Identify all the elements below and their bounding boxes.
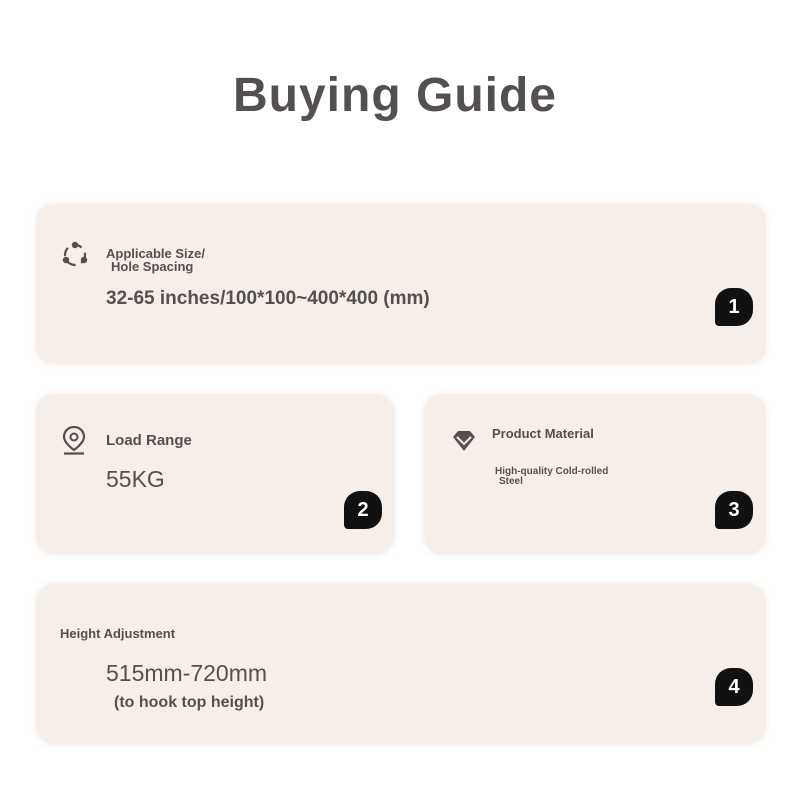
- card-label: Load Range: [106, 432, 192, 449]
- location-pin-icon: [61, 425, 87, 460]
- card-label-line-1: Applicable Size/: [106, 246, 205, 261]
- card-load-range: [36, 394, 394, 554]
- card-value-line-2: Steel: [499, 476, 523, 487]
- card-label: Height Adjustment: [60, 626, 176, 641]
- card-value: [495, 467, 608, 487]
- number-badge-1: 1: [715, 288, 753, 326]
- share-nodes-icon: [60, 240, 90, 275]
- card-value: 55KG: [106, 466, 165, 492]
- card-product-material: [424, 394, 766, 554]
- number-badge-2: 2: [344, 491, 382, 529]
- number-badge-4: 4: [715, 668, 753, 706]
- number-badge-3: 3: [715, 491, 753, 529]
- card-height-adjustment: [36, 584, 766, 744]
- card-note: (to hook top height): [114, 694, 265, 711]
- diamond-icon: [451, 429, 477, 458]
- card-label-line-2: Hole Spacing: [111, 259, 194, 274]
- card-label: [106, 247, 205, 273]
- card-value-line-1: High-quality Cold-rolled: [495, 466, 609, 477]
- page-title: Buying Guide: [233, 69, 557, 122]
- card-value: 32-65 inches/100*100~400*400 (mm): [106, 288, 430, 309]
- card-applicable-size: [36, 204, 766, 364]
- card-label: Product Material: [492, 426, 594, 441]
- card-value: 515mm-720mm: [106, 660, 268, 686]
